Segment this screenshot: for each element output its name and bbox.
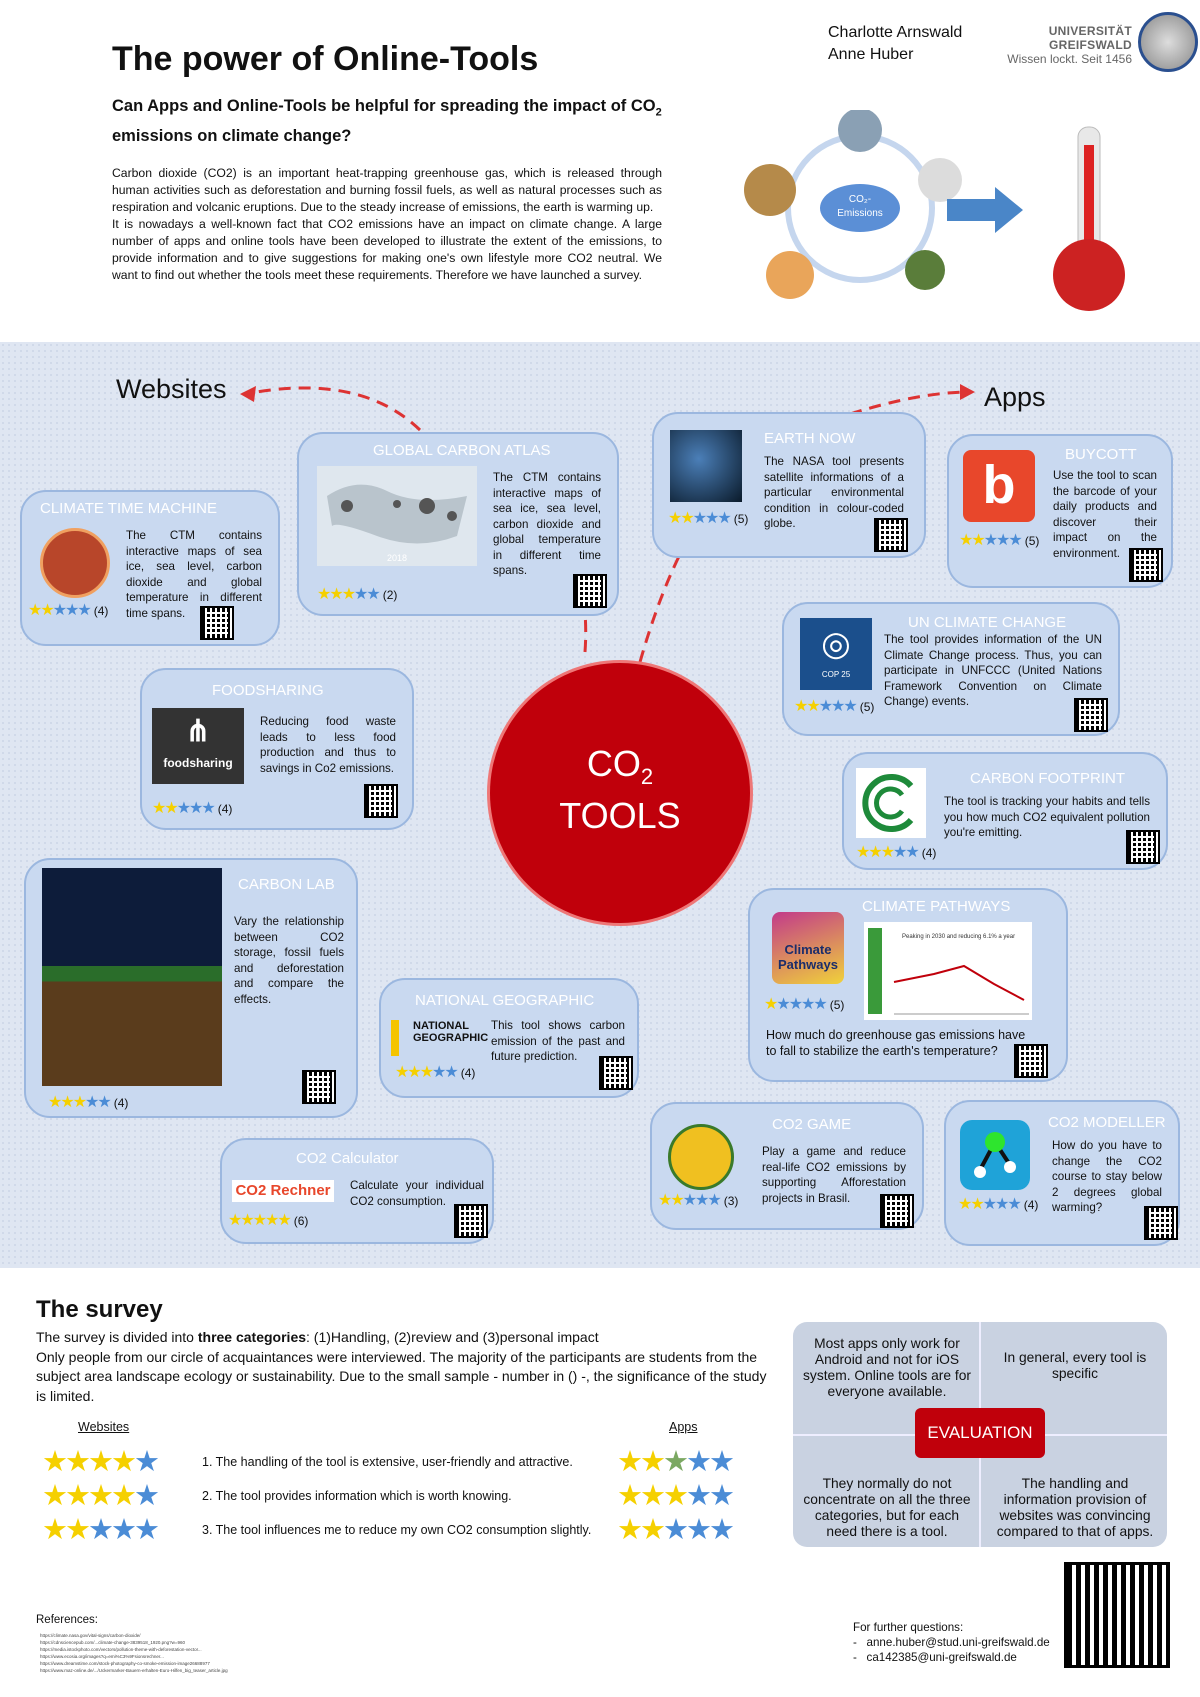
- apps-rating-1: ★★★★★: [617, 1446, 732, 1478]
- qr-code-icon[interactable]: [573, 574, 607, 608]
- websites-rating-2: ★★★★★: [42, 1480, 157, 1512]
- card-title: EARTH NOW: [764, 430, 856, 447]
- websites-rating-3: ★★★★★: [42, 1514, 157, 1546]
- card-title: GLOBAL CARBON ATLAS: [373, 442, 551, 459]
- co2-game-logo-icon: [668, 1124, 734, 1190]
- natgeo-logo-icon: NATIONAL GEOGRAPHIC: [391, 1020, 501, 1056]
- card-national-geographic[interactable]: [379, 978, 639, 1098]
- co2-rechner-logo-icon: CO2 Rechner: [232, 1180, 334, 1202]
- card-carbon-lab[interactable]: [24, 858, 358, 1118]
- card-carbon-footprint[interactable]: [842, 752, 1168, 870]
- food-pyramid-icon: [766, 251, 814, 299]
- rating-stars: ★★★★★ (2): [317, 586, 398, 603]
- co2-modeller-logo-icon: [960, 1120, 1030, 1190]
- rating-stars: ★★★★★ (5): [764, 996, 845, 1013]
- contact-email-1[interactable]: - anne.huber@stud.uni-greifswald.de: [853, 1636, 1050, 1649]
- card-title: CLIMATE PATHWAYS: [862, 898, 1011, 915]
- card-climate-pathways[interactable]: [748, 888, 1068, 1082]
- qr-code-icon[interactable]: [874, 518, 908, 552]
- rating-stars: ★★★★★ (4): [856, 844, 937, 861]
- earth-globe-icon: [670, 430, 742, 502]
- rating-stars: ★★★★★ (4): [395, 1064, 476, 1081]
- qr-code-icon[interactable]: [1129, 548, 1163, 582]
- card-text: Calculate your individual CO2 consumption.: [350, 1179, 484, 1208]
- websites-label: Websites: [116, 374, 227, 404]
- world-map-image: [317, 466, 477, 566]
- card-title: CO2 GAME: [772, 1116, 852, 1133]
- card-text: How much do greenhouse gas emissions have to fall to stabilize the earth's temperature?: [766, 1028, 1026, 1058]
- climate-pathways-logo-icon: Climate Pathways: [772, 912, 844, 984]
- card-text: Reducing food waste leads to less food production and thus to savings in Co2 emissions.: [260, 715, 396, 775]
- card-text: The NASA tool presents satellite informations of a particular environmental condition in colour-coded globe.: [764, 455, 904, 530]
- criterion-2: 2. The tool provides information which is worth knowing.: [202, 1489, 512, 1503]
- qr-code-icon[interactable]: [1074, 698, 1108, 732]
- apps-rating-2: ★★★★★: [617, 1480, 732, 1512]
- rating-stars: ★★★★★ (4): [958, 1196, 1039, 1213]
- emissions-pathway-chart: [864, 922, 1032, 1020]
- reference-item[interactable]: https://climate.nasa.gov/vital-signs/carbon-dioxide/: [40, 1633, 141, 1638]
- survey-websites-label: Websites: [78, 1420, 130, 1434]
- author-2: Anne Huber: [828, 46, 914, 63]
- rating-stars: ★★★★★ (4): [48, 1094, 129, 1111]
- survey-participants: Only people from our circle of acquaintances were interviewed. The majority of the participants are students from the subject area landscape ecology or sustainability. Due to the small sample - number in () -, the significance of the study is limited.: [36, 1348, 767, 1404]
- center-co2: $CO_2$: [586, 743, 654, 790]
- contact-email-2[interactable]: - ca142385@uni-greifswald.de: [853, 1651, 1017, 1664]
- contact-info: [853, 1620, 1050, 1665]
- card-text: The CTM contains interactive maps of sea ice, sea level, carbon dioxide and global temperature in different time spans.: [126, 529, 262, 620]
- card-text: The tool is tracking your habits and tells you how much CO2 equivalent pollution you're emitting.: [944, 795, 1150, 839]
- rating-stars: ★★★★★ (5): [668, 510, 749, 527]
- svg-text:2018: 2018: [387, 553, 408, 563]
- svg-text:Peaking in 2030 and reducing 6: Peaking in 2030 and reducing 6.1% a year: [902, 934, 1016, 940]
- qr-code-icon[interactable]: [599, 1056, 633, 1090]
- contact-heading: For further questions:: [853, 1621, 964, 1634]
- unfccc-logo-icon: ◎ COP 25: [800, 618, 872, 690]
- card-title: CO2 MODELLER: [1048, 1114, 1166, 1131]
- eval-quadrant-4: The handling and information provision of websites was convincing compared to that of apps.: [996, 1476, 1154, 1539]
- card-text: How do you have to change the CO2 course to stay below 2 degrees global warming?: [1052, 1139, 1162, 1214]
- qr-code-icon[interactable]: [200, 606, 234, 640]
- qr-code-icon[interactable]: [1144, 1206, 1178, 1240]
- qr-code-icon[interactable]: [880, 1194, 914, 1228]
- card-global-carbon-atlas[interactable]: [297, 432, 619, 616]
- carbon-footprint-logo-icon: [856, 768, 926, 838]
- center-tools: TOOLS: [559, 795, 681, 836]
- rating-stars: ★★★★★ (4): [28, 602, 109, 619]
- poster-subtitle: Can Apps and Online-Tools be helpful for spreading the impact of $CO_2$ emissions on climate change?: [112, 97, 662, 146]
- survey-description: [36, 1328, 776, 1406]
- card-co2-modeller[interactable]: [944, 1100, 1180, 1246]
- card-earth-now[interactable]: [652, 412, 926, 558]
- university-name: UNIVERSITÄT GREIFSWALD: [1048, 24, 1132, 52]
- card-text: The tool provides information of the UN Climate Change process. Thus, you can participate in UNFCCC (United Nations Framework Convention on Climate Change) events.: [884, 633, 1102, 708]
- author-1: Charlotte Arnswald: [828, 24, 963, 41]
- eval-quadrant-3: They normally do not concentrate on all the three categories, but for each need there is a tool.: [803, 1476, 971, 1539]
- qr-code-icon[interactable]: [364, 784, 398, 818]
- card-title: CLIMATE TIME MACHINE: [40, 500, 217, 517]
- qr-code-icon[interactable]: [302, 1070, 336, 1104]
- card-title: CARBON FOOTPRINT: [970, 770, 1126, 787]
- university-logo: [984, 24, 1132, 66]
- rating-stars: ★★★★★ (5): [959, 532, 1040, 549]
- reference-item[interactable]: https://media.istockphoto.com/vectors/pollution-theme-with-deforestation-vector...: [40, 1647, 202, 1652]
- reference-item[interactable]: https://www.ecosia.org/images?q=emi%C3%9Fsionsrechner...: [40, 1654, 164, 1659]
- arrow-right-icon: [945, 185, 1025, 235]
- poster-title: The power of Online-Tools: [112, 40, 539, 78]
- survey-title: The survey: [36, 1296, 163, 1323]
- reference-item[interactable]: https://cdnsciencepub.com/...climate-change-3839518_1920.png?w=960: [40, 1640, 185, 1645]
- websites-rating-1: ★★★★★: [42, 1446, 157, 1478]
- buycott-logo-icon: b: [963, 450, 1035, 522]
- card-foodsharing[interactable]: [140, 668, 414, 830]
- card-climate-time-machine[interactable]: [20, 490, 280, 646]
- co2-tools-center: [490, 663, 750, 923]
- card-co2-game[interactable]: [650, 1102, 924, 1230]
- rating-stars: ★★★★★ (3): [658, 1192, 739, 1209]
- card-co2-calculator[interactable]: [220, 1138, 494, 1244]
- card-text: Play a game and reduce real-life CO2 emissions by supporting Afforestation projects in Brasil.: [762, 1145, 906, 1205]
- authors: [828, 22, 962, 66]
- rating-stars: ★★★★★ (5): [794, 698, 875, 715]
- evaluation-button: EVALUATION: [915, 1408, 1045, 1458]
- criterion-3: 3. The tool influences me to reduce my own CO2 consumption slightly.: [202, 1523, 592, 1537]
- factory-smoke-icon: [40, 528, 110, 598]
- criterion-1: 1. The handling of the tool is extensive, user-friendly and attractive.: [202, 1455, 573, 1469]
- apps-label: Apps: [984, 382, 1046, 412]
- carbon-lab-screenshot: [42, 868, 222, 1086]
- tree-stump-icon: [744, 164, 796, 216]
- survey-apps-label: Apps: [669, 1420, 698, 1434]
- card-title: NATIONAL GEOGRAPHIC: [415, 992, 595, 1009]
- intro-paragraph-1: Carbon dioxide (CO2) is an important heat-trapping greenhouse gas, which is released through human activities such as deforestation and burning fossil fuels, as well as natural processes such as respiration and volcanic eruptions. Due to the steady increase of emissions, the earth is warming up.: [112, 166, 662, 214]
- plant-icon: [905, 250, 945, 290]
- card-title: FOODSHARING: [212, 682, 324, 699]
- thermometer-globe-illustration: [1050, 125, 1130, 325]
- card-text: Vary the relationship between CO2 storage, fossil fuels and deforestation and compare the effects.: [234, 915, 344, 1006]
- card-title: CARBON LAB: [238, 876, 335, 893]
- card-text: Use the tool to scan the barcode of your daily products and discover their impact on the environment.: [1053, 469, 1157, 560]
- card-un-climate-change[interactable]: [782, 602, 1120, 736]
- card-title: CO2 Calculator: [296, 1150, 399, 1167]
- intro-paragraph-2: It is nowadays a well-known fact that CO2 emissions have an impact on climate change. A large number of apps and online tools have been developed to illustrate the extent of the emissions, to provide information and to give suggestions for making one's own lifestyle more CO2 neutral. We want to find out whether the tools meet these requirements. Therefore we have launched a survey.: [112, 217, 662, 282]
- contact-qr-code-icon[interactable]: [1064, 1562, 1170, 1668]
- card-title: UN CLIMATE CHANGE: [908, 614, 1067, 631]
- eval-quadrant-1: Most apps only work for Android and not for iOS system. Online tools are for everyone available.: [803, 1336, 971, 1399]
- cycle-label-1: CO₂-: [848, 194, 872, 205]
- globe-icon: [1053, 239, 1125, 311]
- apps-rating-3: ★★★★★: [617, 1514, 732, 1546]
- intro-text: [112, 165, 662, 284]
- rating-stars: ★★★★★ (4): [152, 800, 233, 817]
- references-list: [40, 1632, 228, 1674]
- card-title: BUYCOTT: [1065, 446, 1137, 463]
- references-title: References:: [36, 1614, 99, 1626]
- qr-code-icon[interactable]: [1126, 830, 1160, 864]
- eval-quadrant-2: In general, every tool is specific: [1003, 1350, 1147, 1381]
- university-seal-icon: [1138, 12, 1198, 72]
- reference-item[interactable]: https://www.dreamstime.com/stock-photography-co-smoke-emission-image26688977: [40, 1661, 210, 1666]
- qr-code-icon[interactable]: [1014, 1044, 1048, 1078]
- card-buycott[interactable]: [947, 434, 1173, 588]
- card-text: This tool shows carbon emission of the past and future prediction.: [491, 1019, 625, 1063]
- university-motto: Wissen lockt. Seit 1456: [1007, 52, 1132, 66]
- factory-icon: [838, 110, 882, 152]
- card-text: The CTM contains interactive maps of sea ice, sea level, carbon dioxide and global temperature in different time spans.: [493, 471, 601, 577]
- survey-categories: The survey is divided into three categories: (1)Handling, (2)review and (3)personal impact: [36, 1329, 599, 1345]
- cycle-label-2: Emissions: [837, 208, 883, 219]
- qr-code-icon[interactable]: [454, 1204, 488, 1238]
- rating-stars: ★★★★★ (6): [228, 1212, 309, 1229]
- reference-item[interactable]: https://www.maz-online.de/.../Uckermarker-Bauern-erhalten-Euro-Hilfen_big_teaser_article.jpg: [40, 1668, 228, 1673]
- foodsharing-logo-icon: ⋔ foodsharing: [152, 708, 244, 784]
